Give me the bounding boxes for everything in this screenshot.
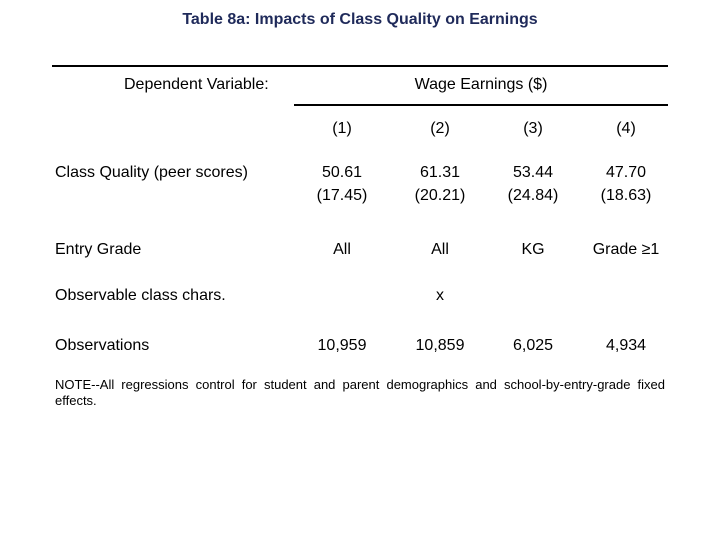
column-header: (1) xyxy=(332,120,352,137)
column-header: (2) xyxy=(430,120,450,137)
table-note: NOTE--All regressions control for student and parent demographics and school-by-entry-grade fixed effects. xyxy=(55,377,665,408)
table-cell: 6,025 xyxy=(512,337,554,354)
std-error-cell: (17.45) xyxy=(316,187,368,204)
coefficient-cell: 47.70 xyxy=(605,164,647,181)
table-cell: KG xyxy=(521,241,545,258)
coefficient-cell: 50.61 xyxy=(321,164,363,181)
table-cell: x xyxy=(436,287,444,304)
std-error-cell: (24.84) xyxy=(507,187,559,204)
top-rule xyxy=(52,65,668,67)
std-error-cell: (20.21) xyxy=(414,187,466,204)
table-cell: 10,859 xyxy=(415,337,465,354)
table-cell: 10,959 xyxy=(317,337,367,354)
dependent-variable-label: Dependent Variable: xyxy=(124,76,269,93)
column-header: (4) xyxy=(616,120,636,137)
row-label-class-quality: Class Quality (peer scores) xyxy=(55,164,248,181)
table-cell: 4,934 xyxy=(605,337,647,354)
table-title: Table 8a: Impacts of Class Quality on Earnings xyxy=(182,11,538,28)
row-label-entry-grade: Entry Grade xyxy=(55,241,142,258)
coefficient-cell: 61.31 xyxy=(419,164,461,181)
table-cell: All xyxy=(333,241,351,258)
coefficient-cell: 53.44 xyxy=(512,164,554,181)
column-header: (3) xyxy=(523,120,543,137)
table-cell: Grade ≥1 xyxy=(592,241,660,258)
table-cell: All xyxy=(431,241,449,258)
dependent-variable-value: Wage Earnings ($) xyxy=(414,76,548,93)
row-label-observable-class-chars: Observable class chars. xyxy=(55,287,226,304)
row-label-observations: Observations xyxy=(55,337,150,354)
header-underline xyxy=(294,104,668,106)
std-error-cell: (18.63) xyxy=(600,187,652,204)
